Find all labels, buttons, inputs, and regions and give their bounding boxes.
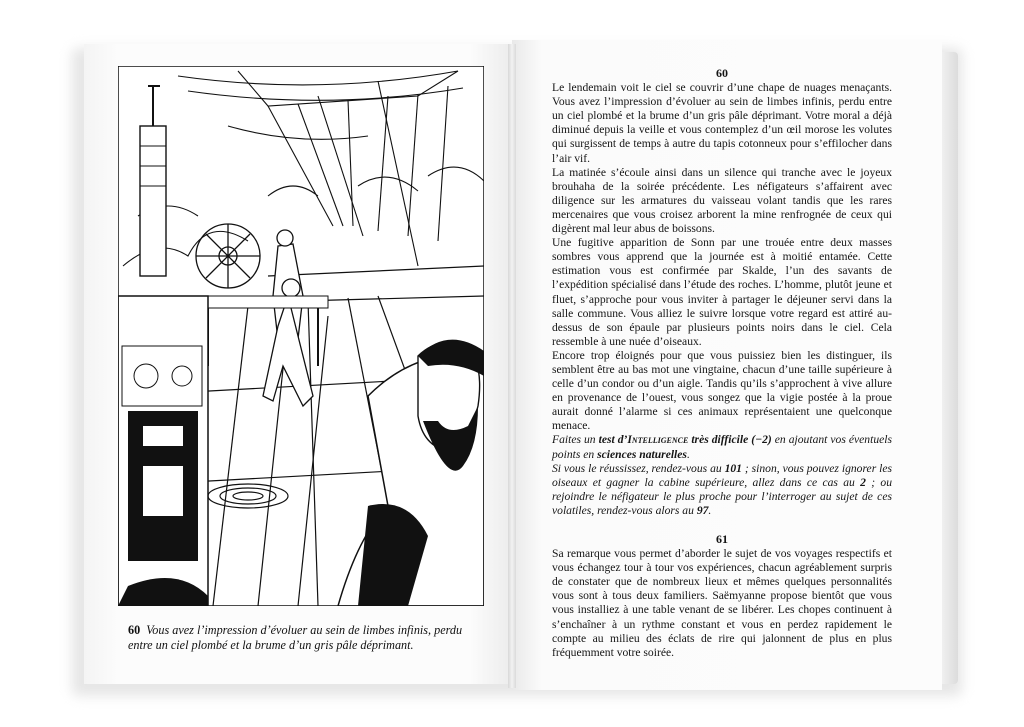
- choice-text-c: ; sinon, vous pouvez ignorer les oiseaux et gagner la cabine supérieure, allez dans ce cas au: [552, 461, 892, 489]
- section-number-60: 60: [716, 66, 728, 80]
- test-end: .: [686, 447, 690, 461]
- paragraph-3: Une fugitive apparition de Sonn par une trouée entre deux masses sombres vous apprend que la journée est à moitié entamée. Cette estimation vous est confirmée par Skalde, l’un des savants de l’expédition spécialisé dans l’étude des roches. L’homme, plutôt jeune et fluet, s’approche pour vous inviter à partager le déjeuner servi dans la salle commune. Vous alliez le suivre lorsque votre regard est attiré au-dessus de son épaule par plusieurs points noirs dans le ciel. Cela ressemble à une nuée d’oiseaux.: [552, 236, 892, 348]
- test-skill: sciences naturelles: [597, 447, 687, 461]
- right-text-column: [552, 66, 892, 660]
- choice-end: .: [708, 503, 712, 517]
- choices-paragraph: [552, 462, 892, 518]
- book-gutter: [508, 44, 516, 688]
- paragraph-1: Le lendemain voit le ciel se couvrir d’une chape de nuages menaçants. Vous avez l’impression d’évoluer au sein de limbes infinis, perdu entre un ciel plombé et la brume d’un gris pâle déprimant. Votre moral a déjà diminué depuis la veille et vous contemplez d’un œil morose les volutes qui surgissent de temps à autre du tapis cotonneux pour s’effilocher dans l’air vif.: [552, 81, 892, 165]
- test-bold: test d’: [598, 433, 628, 447]
- paragraph-4: Encore trop éloignés pour que vous puissiez bien les distinguer, ils semblent être au bas mot une vingtaine, chacun d’une taille supérieure à celle d’un condor ou d’un aigle. Tandis qu’ils s’approchent à vive allure en provenance de l’ouest, vous songez que la vigie postée à la proue aurait donné l’alarme si ces animaux représentaient une quelconque menace.: [552, 348, 892, 433]
- choice-ref-2: 2: [860, 475, 866, 489]
- test-difficulty: très difficile (−2): [688, 433, 772, 447]
- section-gap: [552, 518, 892, 532]
- choice-ref-101: 101: [724, 461, 742, 475]
- test-text-2: en ajoutant vos éventuels points en: [552, 433, 892, 461]
- caption-text: Vous avez l’impression d’évoluer au sein de limbes infinis, perdu entre un ciel plombé et la brume d’un gris pâle déprimant.: [128, 623, 463, 652]
- choice-ref-97: 97: [696, 503, 709, 517]
- page-edges: [940, 52, 958, 684]
- test-text: Faites un: [552, 433, 599, 447]
- section-61-paragraph: Sa remarque vous permet d’aborder le sujet de vos voyages respectifs et vous échangez tour à tour vos expériences, chacun agréablement surpris de constater que de nombreux lieux et mêmes quelques personnalités vous sont à tous deux familiers. Saëmyanne propose bientôt que vous vous installiez à une table venant de se libérer. Les chopes continuent à s’enchaîner à un rythme constant et vous en perdez rapidement le compte au milieu des éclats de rire qui jalonnent de plus en plus fréquemment votre soirée.: [552, 547, 892, 659]
- illustration-caption: [128, 623, 478, 653]
- section-number-61: 61: [716, 532, 728, 546]
- caption-number: 60: [128, 623, 141, 637]
- choice-text-e: ; ou rejoindre le néfigateur le plus proche pour l’interroger au sujet de ces volatiles, rendez-vous alors au: [552, 475, 892, 517]
- choice-text-a: Si vous le réussissez, rendez-vous au: [552, 461, 725, 475]
- test-attribute: Intelligence: [627, 433, 689, 447]
- paragraph-2: La matinée s’écoule ainsi dans un silence qui tranche avec le joyeux brouhaha de la soirée précédente. Les néfigateurs s’affairent avec diligence sur les armatures du vaisseau volant tandis que les rares mercenaires que vous croisez arborent la mine renfrognée de ceux qui digèrent mal leur abus de boissons.: [552, 165, 892, 236]
- ship-deck-illustration: [118, 66, 484, 606]
- skill-test-instruction: [552, 433, 892, 461]
